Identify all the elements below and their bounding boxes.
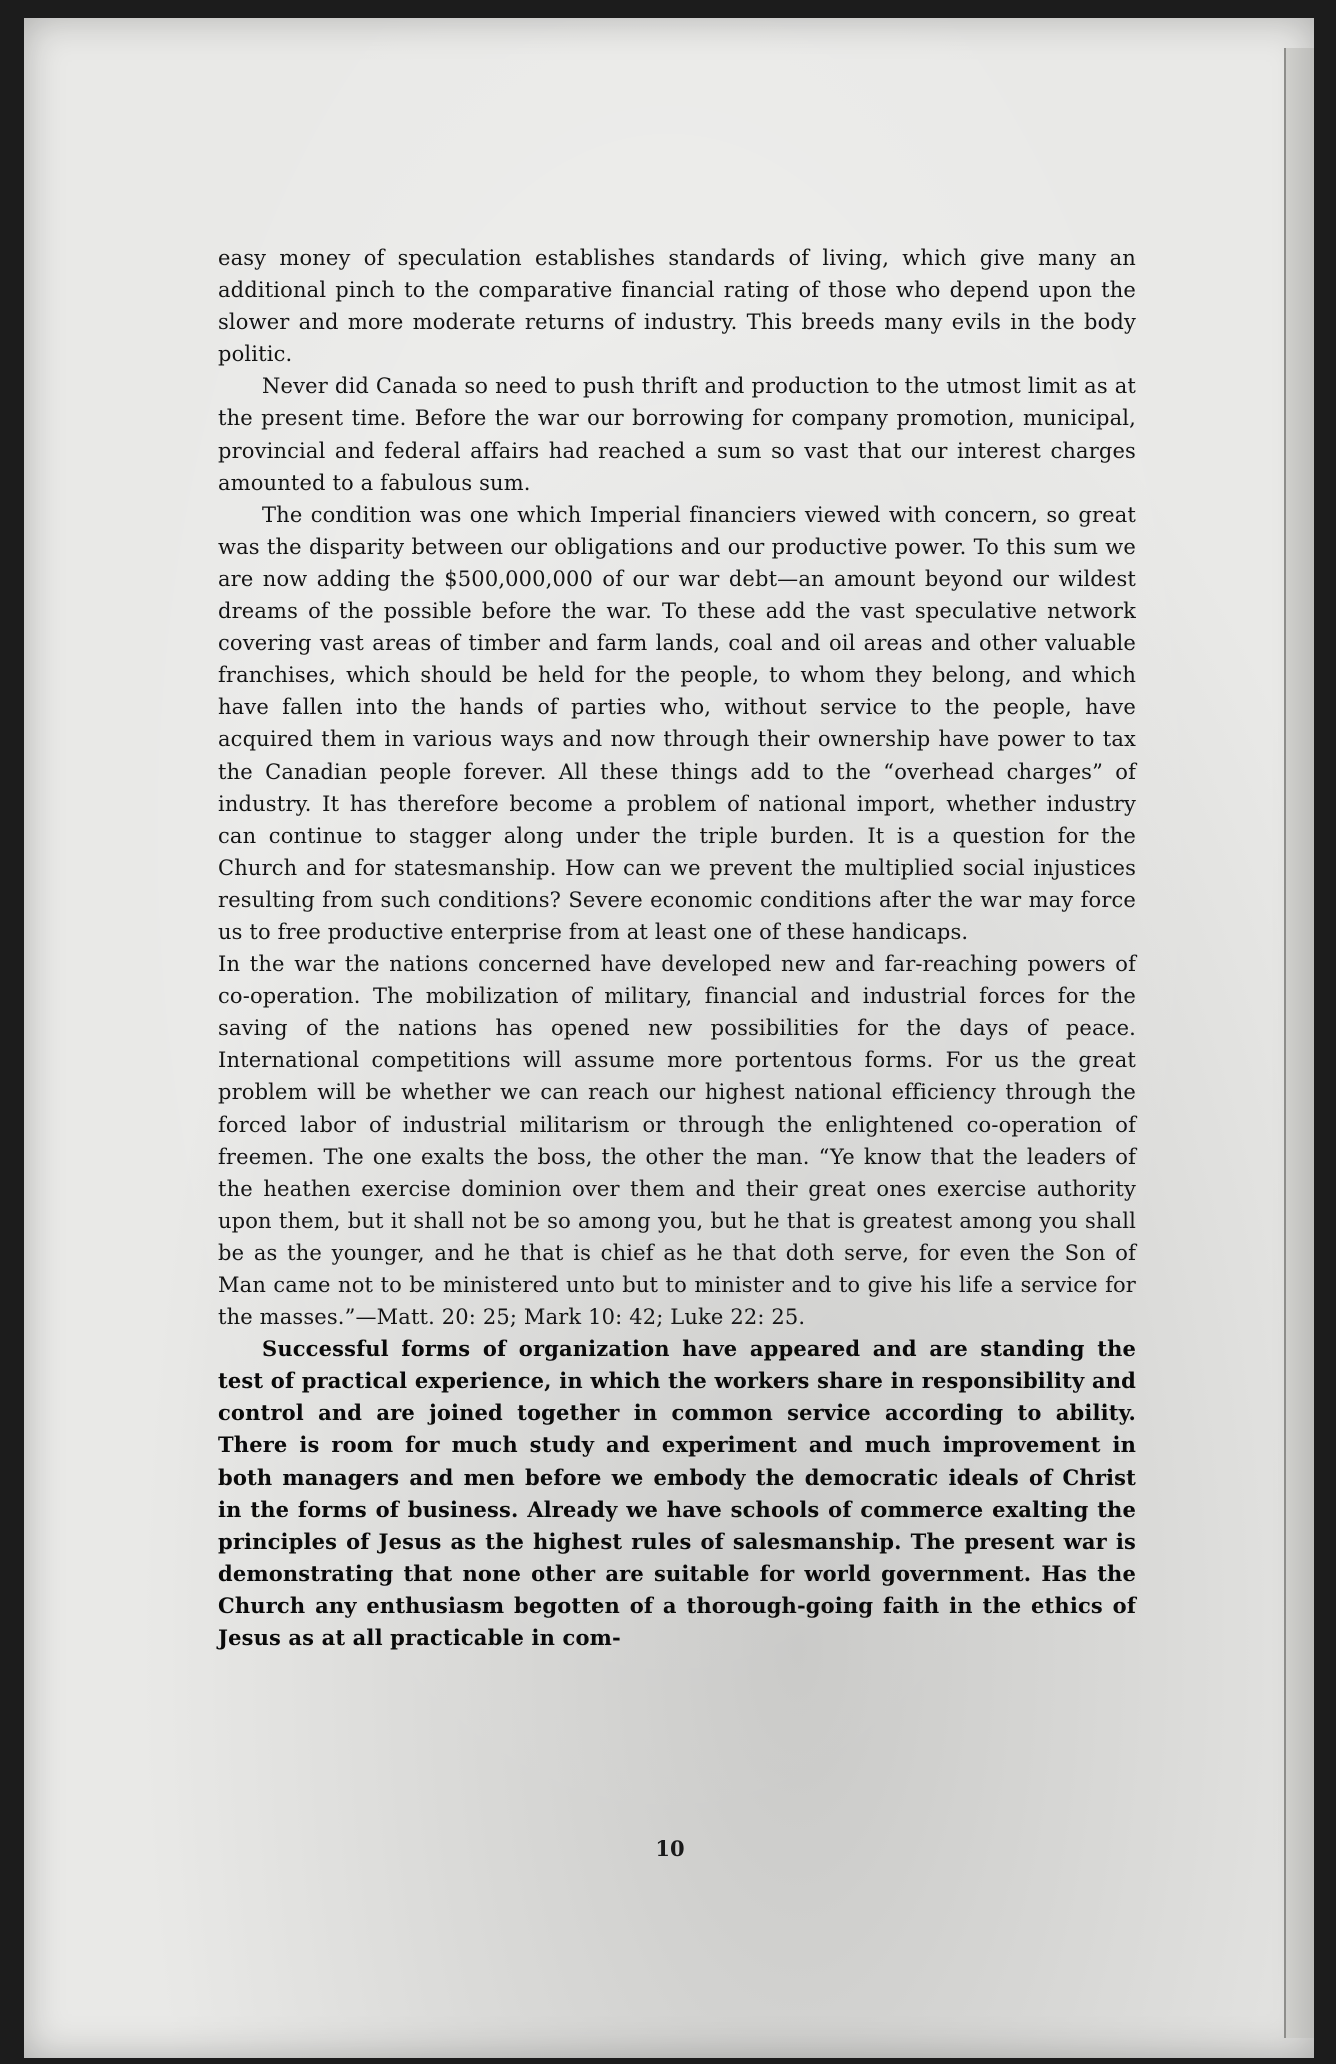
page-number: 10 <box>655 1836 685 1861</box>
paragraph-organization: Successful forms of organization have appeared and are standing the test of practical experience, in which the workers share in responsibility and control and are joined together in common service according to ability. There is room for much study and experiment and much improvement in both managers and men before we embody the democratic ideals of Christ in the forms of business. Already we have schools of commerce exalting the principles of Jesus as the highest rules of salesmanship. The present war is demonstrating that none other are suitable for world government. Has the Church any enthusiasm begotten of a thorough-going faith in the ethics of Jesus as at all practicable in com- <box>218 1336 1136 1651</box>
body-text <box>218 242 1136 1654</box>
paragraph-war-debt: The condition was one which Imperial financiers viewed with concern, so great was the disparity between our obligations and our productive power. To this sum we are now adding the $500,000,000 of our war debt—an amount beyond our wildest dreams of the possible before the war. To these add the vast speculative network covering vast areas of timber and farm lands, coal and oil areas and other valuable franchises, which should be held for the people, to whom they belong, and which have fallen into the hands of parties who, without service to the people, have acquired them in various ways and now through their ownership have power to tax the Canadian people forever. All these things add to the “overhead charges” of industry. It has therefore become a problem of national import, whether industry can continue to stagger along under the triple burden. It is a question for the Church and for statesmanship. How can we prevent the multiplied social injustices resulting from such conditions? Severe economic conditions after the war may force us to free productive enterprise from at least one of these handicaps. <box>218 502 1136 944</box>
paragraph-thrift: Never did Canada so need to push thrift and production to the utmost limit as at the present time. Before the war our borrowing for company promotion, municipal, provincial and federal affairs had reached a sum so vast that our interest charges amounted to a fabulous sum. <box>218 374 1136 495</box>
paragraph-speculation: easy money of speculation establishes standards of living, which give many an additional pinch to the comparative financial rating of those who depend upon the slower and more moderate returns of industry. This breeds many evils in the body politic. <box>218 246 1136 367</box>
next-page-edge <box>1284 48 1314 2038</box>
paragraph-cooperation: In the war the nations concerned have developed new and far-reaching powers of co-operation. The mobilization of military, financial and industrial forces for the saving of the nations has opened new possibilities for the days of peace. International competitions will assume more portentous forms. For us the great problem will be whether we can reach our highest national efficiency through the forced labor of industrial militarism or through the enlightened co-operation of freemen. The one exalts the boss, the other the man. “Ye know that the leaders of the heathen exercise dominion over them and their great ones exercise authority upon them, but it shall not be so among you, but he that is greatest among you shall be as the younger, and he that is chief as he that doth serve, for even the Son of Man came not to be ministered unto but to minister and to give his life a service for the masses.”—Matt. 20: 25; Mark 10: 42; Luke 22: 25. <box>218 952 1136 1330</box>
